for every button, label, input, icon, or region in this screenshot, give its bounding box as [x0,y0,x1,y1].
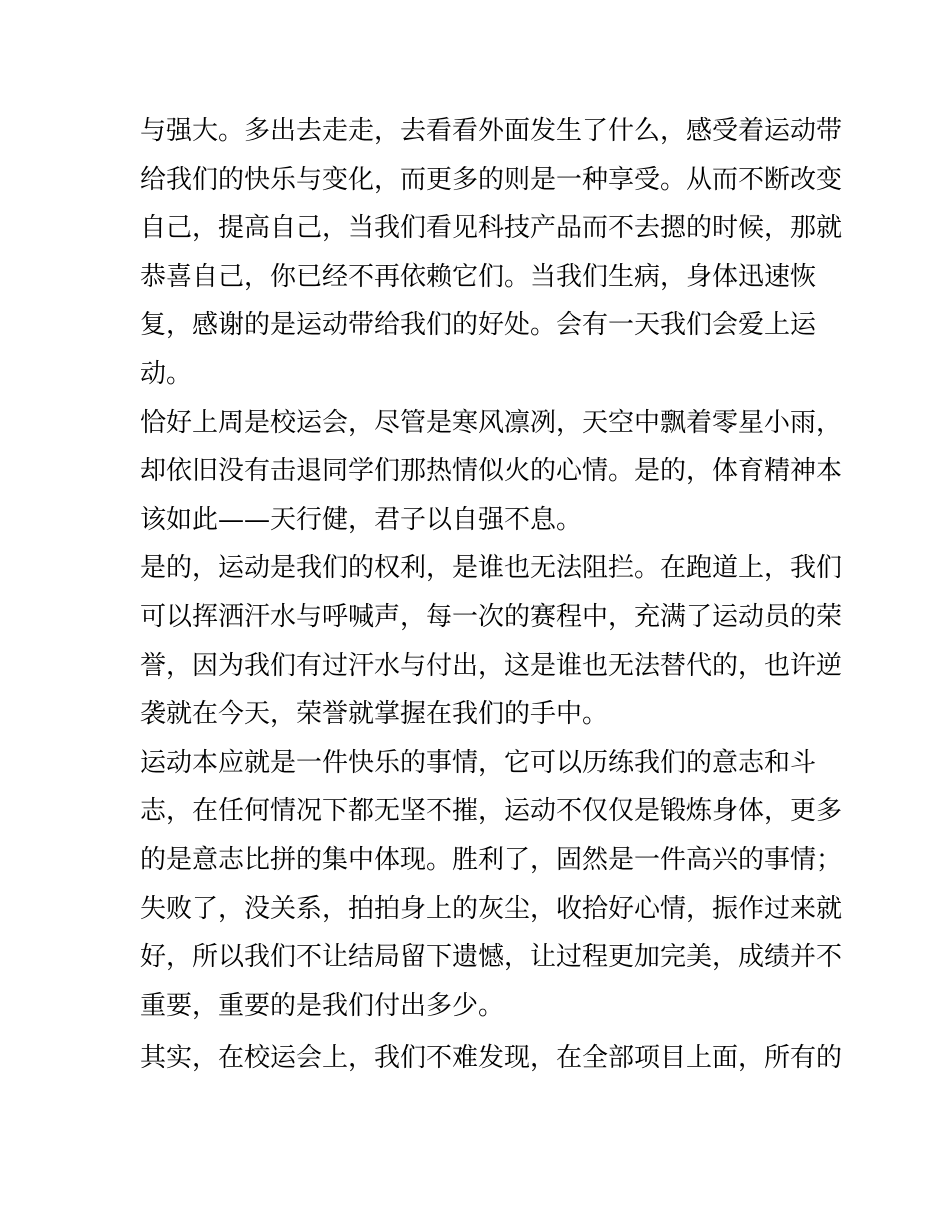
text-line: 该如此——天行健，君子以自强不息。 [140,504,583,535]
text-line: 自己，提高自己，当我们看见科技产品而不去摁的时候，那就 [140,213,843,244]
text-line: 的是意志比拼的集中体现。胜利了，固然是一件高兴的事情； [140,844,843,875]
text-line: 动。 [140,358,193,389]
text-line: 好，所以我们不让结局留下遗憾，让过程更加完美，成绩并不 [140,942,843,973]
text-line: 誉，因为我们有过汗水与付出，这是谁也无法替代的，也许逆 [140,650,843,681]
text-line: 重要，重要的是我们付出多少。 [140,990,505,1021]
text-line: 其实，在校运会上，我们不难发现，在全部项目上面，所有的 [140,1043,843,1074]
text-line: 志，在任何情况下都无坚不摧，运动不仅仅是锻炼身体，更多 [140,796,843,827]
text-line: 恰好上周是校运会，尽管是寒风凛冽，天空中飘着零星小雨， [140,407,843,438]
text-line: 复，感谢的是运动带给我们的好处。会有一天我们会爱上运 [140,310,817,341]
text-line: 却依旧没有击退同学们那热情似火的心情。是的，体育精神本 [140,456,843,487]
paragraph-5 [140,1034,843,1083]
paragraph-2 [140,399,843,545]
text-line: 与强大。多出去走走，去看看外面发生了什么，感受着运动带 [140,116,843,146]
paragraph-1 [140,107,843,399]
text-line: 运动本应就是一件快乐的事情，它可以历练我们的意志和斗 [140,747,817,778]
text-line: 可以挥洒汗水与呼喊声，每一次的赛程中，充满了运动员的荣 [140,601,843,632]
paragraph-4 [140,739,843,1031]
text-line: 给我们的快乐与变化，而更多的则是一种享受。从而不断改变 [140,164,843,195]
text-line: 袭就在今天，荣誉就掌握在我们的手中。 [140,699,609,730]
paragraph-3 [140,544,843,738]
text-line: 失败了，没关系，拍拍身上的灰尘，收拾好心情，振作过来就 [140,893,843,924]
text-line: 恭喜自己，你已经不再依赖它们。当我们生病，身体迅速恢 [140,261,817,292]
document-body [140,107,843,1083]
text-line: 是的，运动是我们的权利，是谁也无法阻拦。在跑道上，我们 [140,553,843,584]
